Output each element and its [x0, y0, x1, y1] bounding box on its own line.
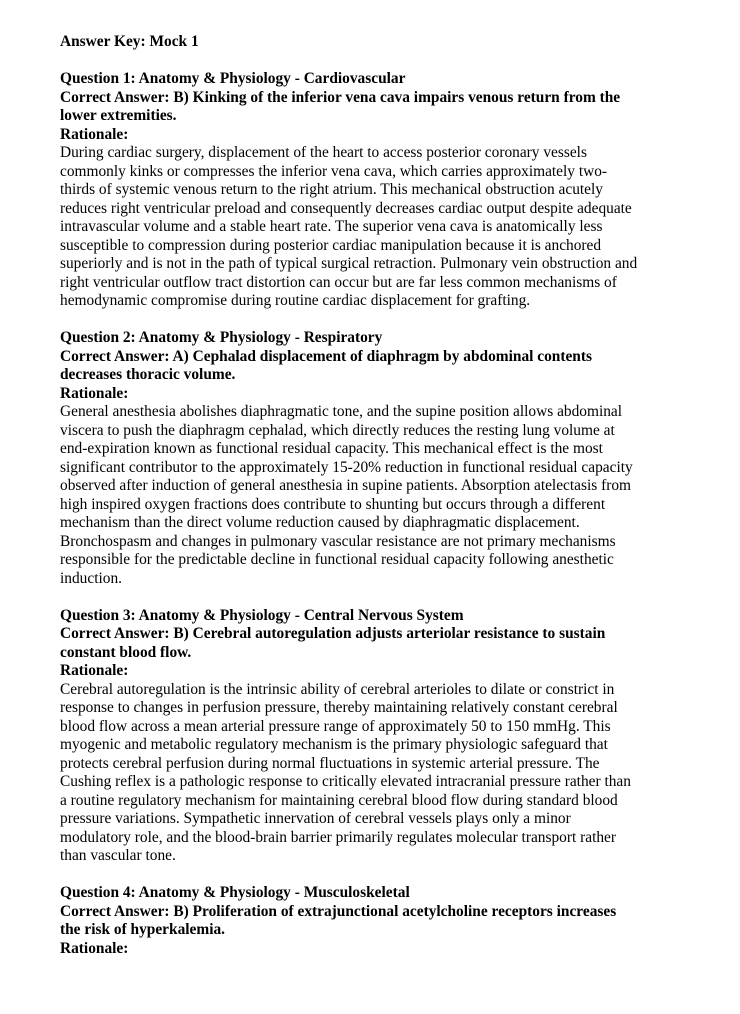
rationale-line: mechanism than the direct volume reduction caused by diaphragmatic displacement.	[60, 514, 580, 531]
rationale-line: During cardiac surgery, displacement of the heart to access posterior coronary vessels	[60, 144, 587, 161]
correct-answer	[60, 903, 660, 940]
rationale-line: observed after induction of general anesthesia in supine patients. Absorption atelectasis from	[60, 477, 631, 494]
correct-answer-line: lower extremities.	[60, 107, 177, 124]
rationale-line: end-expiration known as functional residual capacity. This mechanical effect is the most	[60, 440, 603, 457]
rationale-line: intravascular volume and a stable heart rate. The superior vena cava is anatomically less	[60, 218, 603, 235]
question-block	[60, 884, 660, 958]
rationale-line: protects cerebral perfusion during normal fluctuations in systemic arterial pressure. The	[60, 754, 600, 772]
rationale-line: a routine regulatory mechanism for maintaining cerebral blood flow during standard blood	[60, 791, 618, 809]
correct-answer-line: constant blood flow.	[60, 643, 192, 661]
question-heading: Question 2: Anatomy & Physiology - Respiratory	[60, 329, 383, 346]
rationale-text	[60, 681, 660, 866]
rationale-line: reduces right ventricular preload and consequently decreases cardiac output despite adequate	[60, 199, 632, 217]
correct-answer	[60, 89, 660, 126]
rationale-line: modulatory role, and the blood-brain barrier primarily regulates molecular transport rather	[60, 828, 616, 846]
rationale-line: right ventricular outflow tract distortion can occur but are far less common mechanisms of	[60, 273, 617, 291]
answer-key-page	[60, 33, 660, 958]
rationale-line: viscera to push the diaphragm cephalad, which directly reduces the resting lung volume at	[60, 421, 615, 439]
correct-answer	[60, 625, 660, 662]
rationale-line: Cerebral autoregulation is the intrinsic ability of cerebral arterioles to dilate or constrict in	[60, 680, 615, 698]
question-block	[60, 607, 660, 866]
rationale-line: than vascular tone.	[60, 847, 176, 864]
rationale-label: Rationale:	[60, 125, 129, 143]
correct-answer-line: Correct Answer: A) Cephalad displacement of diaphragm by abdominal contents	[60, 347, 592, 365]
question-spacer	[60, 311, 660, 330]
title-spacer	[60, 52, 660, 71]
rationale-line: response to changes in perfusion pressure, thereby maintaining relatively constant cerebral	[60, 699, 618, 716]
rationale-line: myogenic and metabolic regulatory mechanism is the primary physiologic safeguard that	[60, 736, 608, 753]
rationale-label: Rationale:	[60, 939, 129, 957]
rationale-line: significant contributor to the approximately 15-20% reduction in functional residual capacity	[60, 458, 633, 476]
rationale-line: General anesthesia abolishes diaphragmatic tone, and the supine position allows abdominal	[60, 403, 623, 420]
rationale-text	[60, 144, 660, 311]
correct-answer-line: the risk of hyperkalemia.	[60, 921, 226, 938]
question-block	[60, 70, 660, 311]
correct-answer-line: Correct Answer: B) Proliferation of extrajunctional acetylcholine receptors increases	[60, 902, 617, 920]
rationale-label: Rationale:	[60, 384, 129, 402]
question-heading: Question 4: Anatomy & Physiology - Musculoskeletal	[60, 884, 410, 901]
rationale-text	[60, 403, 660, 588]
question-spacer	[60, 866, 660, 885]
rationale-line: induction.	[60, 569, 122, 587]
rationale-line: Cushing reflex is a pathologic response to critically elevated intracranial pressure rather than	[60, 773, 631, 790]
rationale-line: thirds of systemic venous return to the right atrium. This mechanical obstruction acutely	[60, 181, 603, 198]
question-block	[60, 329, 660, 588]
rationale-line: superiorly and is not in the path of typical surgical retraction. Pulmonary vein obstruction and	[60, 255, 638, 272]
correct-answer-line: Correct Answer: B) Cerebral autoregulation adjusts arteriolar resistance to sustain	[60, 625, 606, 642]
question-heading: Question 1: Anatomy & Physiology - Cardiovascular	[60, 70, 406, 87]
correct-answer	[60, 348, 660, 385]
correct-answer-line: Correct Answer: B) Kinking of the inferior vena cava impairs venous return from the	[60, 88, 621, 106]
rationale-line: responsible for the predictable decline in functional residual capacity following anesthetic	[60, 551, 614, 568]
correct-answer-line: decreases thoracic volume.	[60, 366, 236, 383]
rationale-line: high inspired oxygen fractions does contribute to shunting but occurs through a different	[60, 495, 606, 513]
rationale-line: hemodynamic compromise during routine cardiac displacement for grafting.	[60, 292, 531, 309]
question-spacer	[60, 588, 660, 607]
rationale-line: pressure variations. Sympathetic innervation of cerebral vessels plays only a minor	[60, 810, 571, 827]
questions-list	[60, 70, 660, 958]
rationale-line: blood flow across a mean arterial pressure range of approximately 50 to 150 mmHg. This	[60, 717, 611, 735]
rationale-line: commonly kinks or compresses the inferior vena cava, which carries approximately two-	[60, 162, 608, 180]
document-title: Answer Key: Mock 1	[60, 33, 199, 50]
rationale-line: susceptible to compression during posterior cardiac manipulation because it is anchored	[60, 236, 602, 254]
question-heading: Question 3: Anatomy & Physiology - Central Nervous System	[60, 606, 464, 624]
rationale-label: Rationale:	[60, 662, 129, 679]
rationale-line: Bronchospasm and changes in pulmonary vascular resistance are not primary mechanisms	[60, 532, 616, 550]
